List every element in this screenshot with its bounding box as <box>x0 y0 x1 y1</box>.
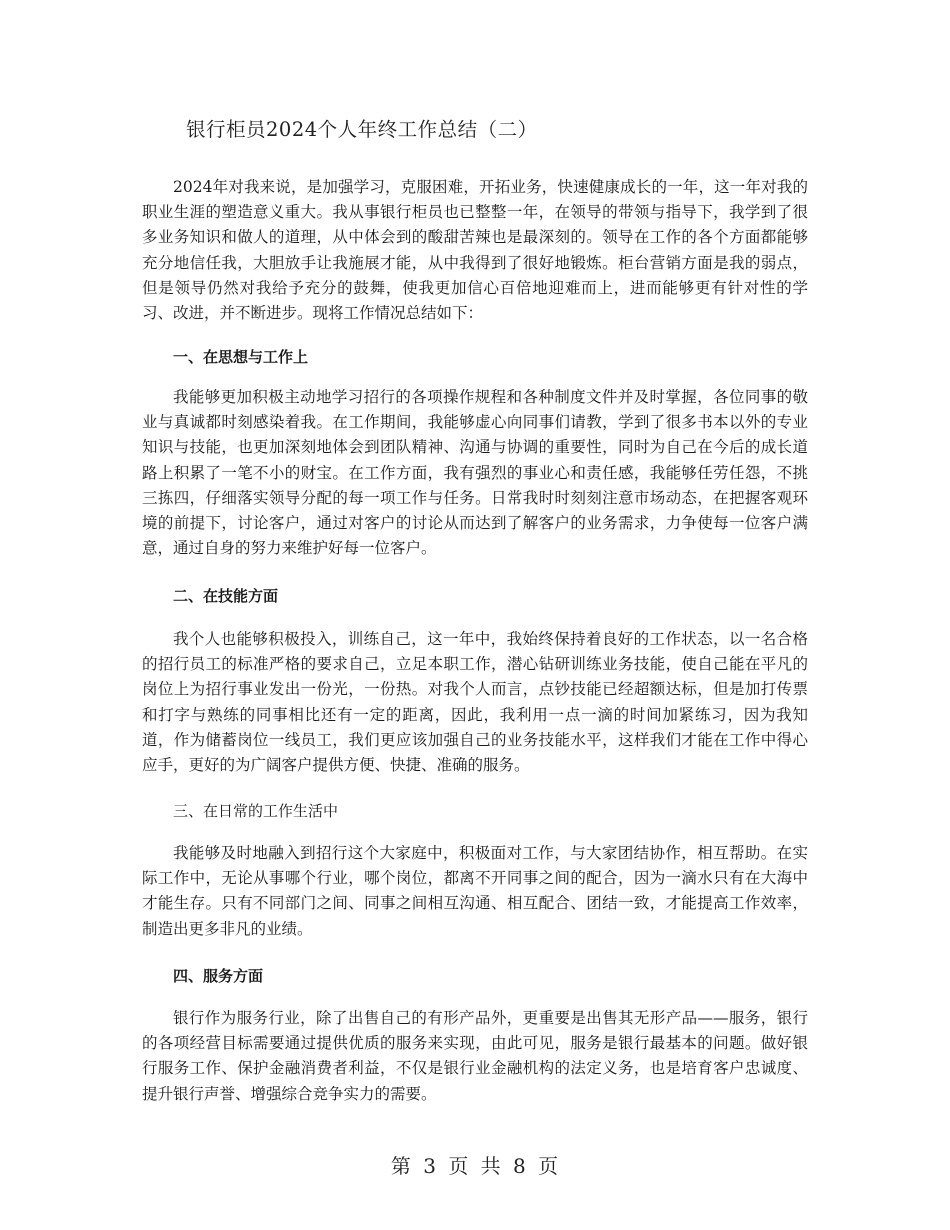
page-number-footer: 第 3 页 共 8 页 <box>390 1154 560 1178</box>
section-heading-skills: 二、在技能方面 <box>173 587 279 605</box>
section-body-thought-and-work: 我能够更加积极主动地学习招行的各项操作规程和各种制度文件并及时掌握，各位同事的敬业与真诚都时刻感染着我。在工作期间，我能够虚心向同事们请教，学到了很多书本以外的专业知识与技能，也更加深刻地体会到团队精神、沟通与协调的重要性，同时为自己在今后的成长道路上积累了一笔不小的财宝。在工作方面，我有强烈的事业心和责任感，我能够任劳任怨，不挑三拣四，仔细落实领导分配的每一项工作与任务。日常我时时刻刻注意市场动态，在把握客观环境的前提下，讨论客户，通过对客户的讨论从而达到了解客户的业务需求，力争使每一位客户满意，通过自身的努力来维护好每一位客户。 <box>142 388 808 558</box>
intro-paragraph: 2024年对我来说，是加强学习，克服困难，开拓业务，快速健康成长的一年，这一年对我的职业生涯的塑造意义重大。我从事银行柜员也已整整一年，在领导的带领与指导下，我学到了很多业务知识和做人的道理，从中体会到的酸甜苦辣也是最深刻的。领导在工作的各个方面都能够充分地信任我，大胆放手让我施展才能，从中我得到了很好地锻炼。柜台营销方面是我的弱点，但是领导仍然对我给予充分的鼓舞，使我更加信心百倍地迎难而上，进而能够更有针对性的学习、改进，并不断进步。现将工作情况总结如下： <box>142 178 808 323</box>
section-body-daily-work-life: 我能够及时地融入到招行这个大家庭中，积极面对工作，与大家团结协作，相互帮助。在实际工作中，无论从事哪个行业，哪个岗位，都离不开同事之间的配合，因为一滴水只有在大海中才能生存。只有不同部门之间、同事之间相互沟通、相互配合、团结一致，才能提高工作效率，制造出更多非凡的业绩。 <box>142 844 808 938</box>
section-body-service: 银行作为服务行业，除了出售自己的有形产品外，更重要是出售其无形产品——服务，银行的各项经营目标需要通过提供优质的服务来实现，由此可见，服务是银行最基本的问题。做好银行服务工作、保护金融消费者利益，不仅是银行业金融机构的法定义务，也是培育客户忠诚度、提升银行声誉、增强综合竞争实力的需要。 <box>142 1009 808 1103</box>
section-heading-thought-and-work: 一、在思想与工作上 <box>173 348 309 366</box>
section-body-skills: 我个人也能够积极投入，训练自己，这一年中，我始终保持着良好的工作状态，以一名合格的招行员工的标准严格的要求自己，立足本职工作，潜心钻研训练业务技能，使自己能在平凡的岗位上为招行事业发出一份光，一份热。对我个人而言，点钞技能已经超额达标，但是加打传票和打字与熟练的同事相比还有一定的距离，因此，我利用一点一滴的时间加紧练习，因为我知道，作为储蓄岗位一线员工，我们更应该加强自己的业务技能水平，这样我们才能在工作中得心应手，更好的为广阔客户提供方便、快捷、准确的服务。 <box>142 630 808 775</box>
document-title: 银行柜员2024个人年终工作总结（二） <box>186 118 538 141</box>
section-heading-service: 四、服务方面 <box>173 967 264 985</box>
section-heading-daily-work-life: 三、在日常的工作生活中 <box>173 802 339 820</box>
